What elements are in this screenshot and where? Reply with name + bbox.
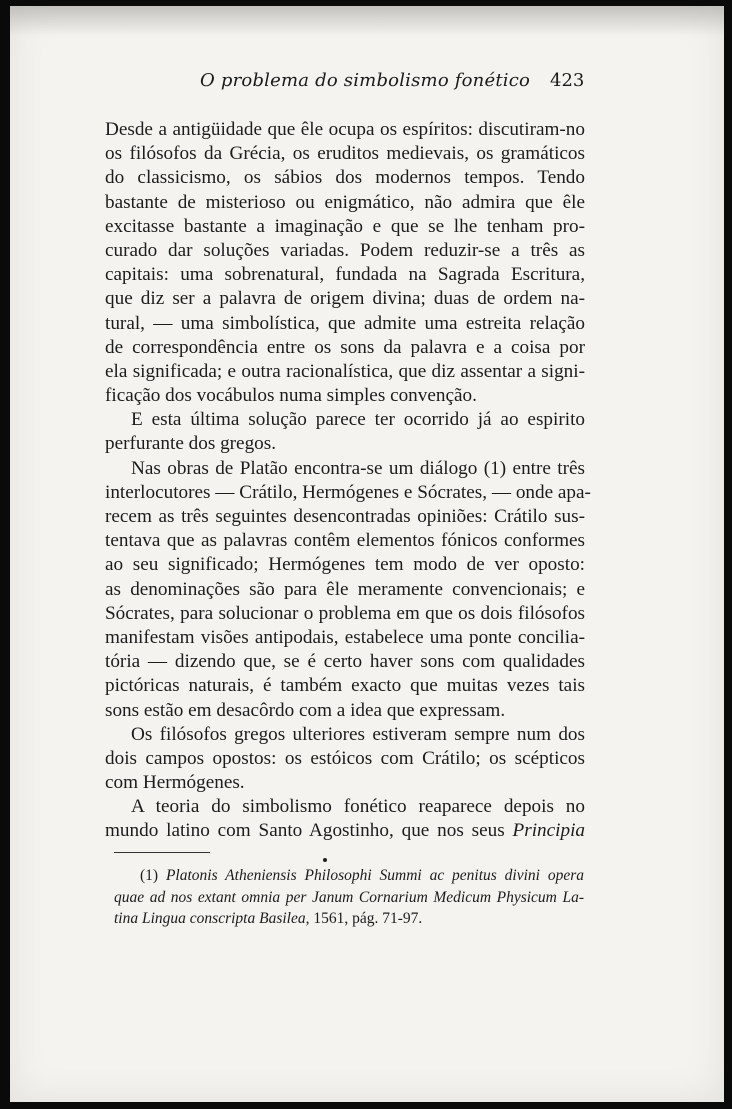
running-title: O problema do simbolismo fonético (200, 70, 531, 91)
text-line: com Hermógenes. (105, 772, 245, 794)
italic-title: Principia (512, 820, 585, 842)
text-segment: mundo latino com Santo Agostinho, que nos seus (105, 820, 513, 842)
text-line: os filósofos da Grécia, os eruditos medievais, os gramáticos (105, 143, 585, 165)
text-line: bastante de misterioso ou enigmático, não admira que êle (105, 191, 585, 213)
text-line: Os filósofos gregos ulteriores estiveram sempre num dos (131, 723, 585, 745)
running-head (10, 70, 724, 98)
footnote-line (114, 908, 584, 930)
book-page (10, 6, 724, 1102)
footnote-line (114, 865, 584, 887)
text-line: do classicismo, os sábios dos modernos tempos. Tendo (105, 167, 585, 189)
text-line-final (105, 819, 585, 843)
text-line: as denominações são para êle meramente convencionais; e (105, 578, 585, 600)
text-line: tentava que as palavras contêm elementos fónicos conformes (105, 530, 585, 552)
text-line: excitasse bastante a imaginação e que se lhe tenham pro- (105, 215, 585, 237)
text-line: ela significada; e outra racionalística, que diz assentar a signi- (105, 360, 585, 382)
print-speck (323, 858, 327, 862)
text-line: ficação dos vocábulos numa simples convenção. (105, 385, 477, 407)
text-line: de correspondência entre os sons da palavra e a coisa por (105, 336, 585, 358)
text-line: sons estão em desacôrdo com a idea que expressam. (105, 699, 506, 721)
text-line: recem as três seguintes desencontradas opiniões: Crátilo sus- (105, 506, 585, 527)
body-text (105, 118, 591, 844)
text-line: interlocutores — Crátilo, Hermógenes e Sócrates, — onde apa- (105, 481, 591, 503)
page-number: 423 (550, 70, 585, 91)
text-line: Sócrates, para solucionar o problema em que os dois filósofos (105, 602, 585, 624)
text-line: manifestam visões antipodais, estabelece uma ponte concilia- (105, 626, 585, 648)
text-line: A teoria do simbolismo fonético reaparece depois no (131, 796, 585, 818)
text-line: Desde a antigüidade que êle ocupa os espíritos: discutiram-no (105, 119, 585, 140)
text-line: tural, — uma simbolística, que admite uma estreita relação (105, 312, 585, 334)
text-line: ao seu significado; Hermógenes tem modo de ver oposto: (105, 554, 585, 576)
footnote-pages: 1561, pág. 71-97. (309, 910, 423, 927)
footnote-citation: quae ad nos extant omnia per Janum Cornarium Medicum Physicum La- (114, 888, 584, 906)
text-line: tória — dizendo que, se é certo haver sons com qualidades (105, 651, 585, 673)
text-line: que diz ser a palavra de origem divina; duas de ordem na- (105, 288, 585, 310)
text-line: curado dar soluções variadas. Podem reduzir-se a três as (105, 239, 585, 261)
text-line: Nas obras de Platão encontra-se um diálogo (1) entre três (131, 457, 585, 479)
footnote (114, 865, 584, 930)
footnote-line (114, 887, 584, 909)
text-line: E esta última solução parece ter ocorrido já ao espirito (131, 409, 585, 431)
footnote-marker: (1) (140, 867, 166, 884)
text-line: dois campos opostos: os estóicos com Crátilo; os scépticos (105, 747, 585, 769)
footnote-rule (114, 852, 210, 853)
text-line: perfurante dos gregos. (105, 433, 277, 455)
footnote-citation: tina Lingua conscripta Basilea, (114, 910, 310, 927)
text-line: pictóricas naturais, é também exacto que muitas vezes tais (105, 675, 585, 697)
footnote-citation: Platonis Atheniensis Philosophi Summi ac penitus divini opera (165, 867, 585, 884)
text-line: capitais: uma sobrenatural, fundada na Sagrada Escritura, (105, 264, 585, 286)
